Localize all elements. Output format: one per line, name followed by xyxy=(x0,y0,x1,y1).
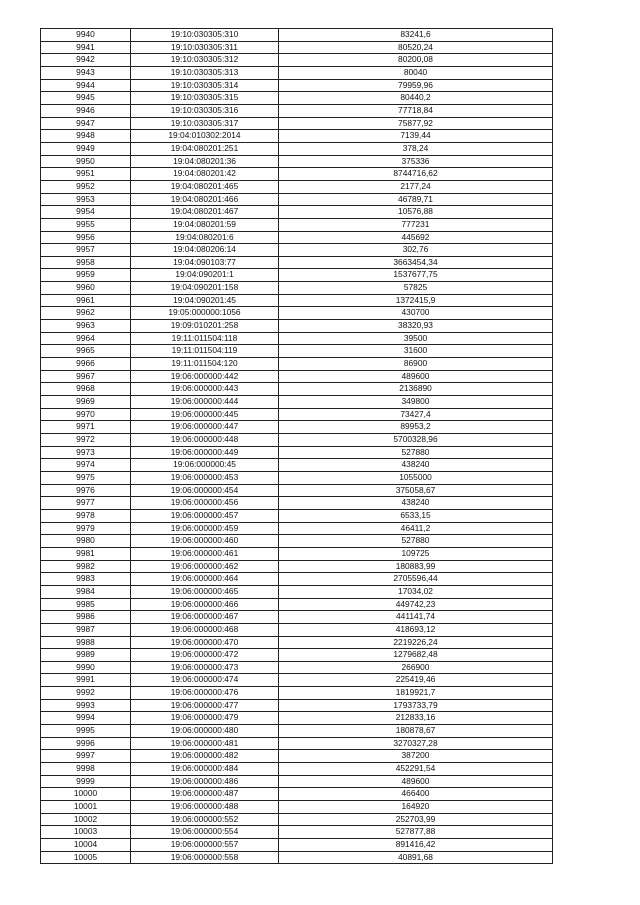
cadastral-number-cell: 19:06:000000:554 xyxy=(131,826,279,839)
value-cell: 73427,4 xyxy=(279,408,553,421)
table-row xyxy=(41,839,553,852)
cadastral-number-cell: 19:04:080201:465 xyxy=(131,180,279,193)
value-cell: 489600 xyxy=(279,775,553,788)
value-cell: 441141,74 xyxy=(279,611,553,624)
table-row xyxy=(41,256,553,269)
value-cell: 1537677,75 xyxy=(279,269,553,282)
row-number-cell: 9973 xyxy=(41,446,131,459)
table-row xyxy=(41,54,553,67)
table-row xyxy=(41,142,553,155)
value-cell: 2177,24 xyxy=(279,180,553,193)
cadastral-number-cell: 19:06:000000:462 xyxy=(131,560,279,573)
table-row xyxy=(41,345,553,358)
cadastral-number-cell: 19:04:080201:6 xyxy=(131,231,279,244)
row-number-cell: 9962 xyxy=(41,307,131,320)
table-row xyxy=(41,763,553,776)
table-row xyxy=(41,484,553,497)
value-cell: 164920 xyxy=(279,801,553,814)
cadastral-number-cell: 19:06:000000:552 xyxy=(131,813,279,826)
value-cell: 1279682,48 xyxy=(279,649,553,662)
value-cell: 46411,2 xyxy=(279,522,553,535)
row-number-cell: 9983 xyxy=(41,573,131,586)
row-number-cell: 9990 xyxy=(41,661,131,674)
row-number-cell: 9961 xyxy=(41,294,131,307)
value-cell: 2219226,24 xyxy=(279,636,553,649)
cadastral-number-cell: 19:06:000000:479 xyxy=(131,712,279,725)
table-row xyxy=(41,282,553,295)
cadastral-number-cell: 19:10:030305:312 xyxy=(131,54,279,67)
cadastral-number-cell: 19:11:011504:118 xyxy=(131,332,279,345)
row-number-cell: 9988 xyxy=(41,636,131,649)
table-row xyxy=(41,509,553,522)
value-cell: 1819921,7 xyxy=(279,687,553,700)
row-number-cell: 9981 xyxy=(41,547,131,560)
value-cell: 252703,99 xyxy=(279,813,553,826)
value-cell: 80520,24 xyxy=(279,41,553,54)
value-cell: 891416,42 xyxy=(279,839,553,852)
cadastral-number-cell: 19:10:030305:314 xyxy=(131,79,279,92)
table-row xyxy=(41,180,553,193)
cadastral-number-cell: 19:06:000000:456 xyxy=(131,497,279,510)
row-number-cell: 9949 xyxy=(41,142,131,155)
row-number-cell: 9998 xyxy=(41,763,131,776)
cadastral-number-cell: 19:06:000000:467 xyxy=(131,611,279,624)
value-cell: 10576,88 xyxy=(279,206,553,219)
row-number-cell: 10005 xyxy=(41,851,131,864)
value-cell: 8744716,62 xyxy=(279,168,553,181)
row-number-cell: 9957 xyxy=(41,244,131,257)
row-number-cell: 9956 xyxy=(41,231,131,244)
value-cell: 225419,46 xyxy=(279,674,553,687)
value-cell: 777231 xyxy=(279,218,553,231)
table-row xyxy=(41,649,553,662)
table-row xyxy=(41,611,553,624)
value-cell: 46789,71 xyxy=(279,193,553,206)
cadastral-number-cell: 19:06:000000:482 xyxy=(131,750,279,763)
value-cell: 387200 xyxy=(279,750,553,763)
cadastral-number-cell: 19:06:000000:474 xyxy=(131,674,279,687)
table-row xyxy=(41,775,553,788)
cadastral-number-cell: 19:06:000000:472 xyxy=(131,649,279,662)
value-cell: 2705596,44 xyxy=(279,573,553,586)
cadastral-number-cell: 19:06:000000:459 xyxy=(131,522,279,535)
table-row xyxy=(41,598,553,611)
row-number-cell: 9984 xyxy=(41,585,131,598)
table-row xyxy=(41,585,553,598)
cadastral-number-cell: 19:06:000000:477 xyxy=(131,699,279,712)
value-cell: 449742,23 xyxy=(279,598,553,611)
row-number-cell: 9994 xyxy=(41,712,131,725)
table-row xyxy=(41,801,553,814)
row-number-cell: 9989 xyxy=(41,649,131,662)
table-row xyxy=(41,155,553,168)
cadastral-number-cell: 19:04:080201:59 xyxy=(131,218,279,231)
table-row xyxy=(41,358,553,371)
row-number-cell: 9996 xyxy=(41,737,131,750)
cadastral-number-cell: 19:10:030305:311 xyxy=(131,41,279,54)
cadastral-number-cell: 19:04:080201:467 xyxy=(131,206,279,219)
value-cell: 6533,15 xyxy=(279,509,553,522)
value-cell: 266900 xyxy=(279,661,553,674)
table-row xyxy=(41,573,553,586)
value-cell: 180883,99 xyxy=(279,560,553,573)
value-cell: 3270327,28 xyxy=(279,737,553,750)
cadastral-number-cell: 19:06:000000:476 xyxy=(131,687,279,700)
table-row xyxy=(41,522,553,535)
table-row xyxy=(41,117,553,130)
value-cell: 17034,02 xyxy=(279,585,553,598)
row-number-cell: 10001 xyxy=(41,801,131,814)
table-row xyxy=(41,130,553,143)
row-number-cell: 9977 xyxy=(41,497,131,510)
row-number-cell: 9968 xyxy=(41,383,131,396)
table-row xyxy=(41,687,553,700)
table-row xyxy=(41,231,553,244)
table-row xyxy=(41,193,553,206)
row-number-cell: 9953 xyxy=(41,193,131,206)
value-cell: 77718,84 xyxy=(279,104,553,117)
row-number-cell: 9965 xyxy=(41,345,131,358)
row-number-cell: 9943 xyxy=(41,66,131,79)
table-row xyxy=(41,408,553,421)
value-cell: 57825 xyxy=(279,282,553,295)
table-row xyxy=(41,826,553,839)
row-number-cell: 9980 xyxy=(41,535,131,548)
value-cell: 2136890 xyxy=(279,383,553,396)
table-row xyxy=(41,813,553,826)
value-cell: 445692 xyxy=(279,231,553,244)
row-number-cell: 9986 xyxy=(41,611,131,624)
row-number-cell: 9992 xyxy=(41,687,131,700)
cadastral-number-cell: 19:06:000000:486 xyxy=(131,775,279,788)
row-number-cell: 9997 xyxy=(41,750,131,763)
table-row xyxy=(41,168,553,181)
cadastral-number-cell: 19:06:000000:558 xyxy=(131,851,279,864)
row-number-cell: 9967 xyxy=(41,370,131,383)
row-number-cell: 9945 xyxy=(41,92,131,105)
row-number-cell: 9941 xyxy=(41,41,131,54)
cadastral-number-cell: 19:06:000000:487 xyxy=(131,788,279,801)
table-row xyxy=(41,459,553,472)
cadastral-number-cell: 19:06:000000:481 xyxy=(131,737,279,750)
cadastral-number-cell: 19:04:090103:77 xyxy=(131,256,279,269)
value-cell: 86900 xyxy=(279,358,553,371)
value-cell: 430700 xyxy=(279,307,553,320)
cadastral-number-cell: 19:06:000000:461 xyxy=(131,547,279,560)
table-row xyxy=(41,421,553,434)
table-row xyxy=(41,332,553,345)
table-row xyxy=(41,737,553,750)
row-number-cell: 10002 xyxy=(41,813,131,826)
value-cell: 438240 xyxy=(279,459,553,472)
table-row xyxy=(41,497,553,510)
value-cell: 466400 xyxy=(279,788,553,801)
table-row xyxy=(41,244,553,257)
row-number-cell: 9954 xyxy=(41,206,131,219)
cadastral-number-cell: 19:04:010302:2014 xyxy=(131,130,279,143)
cadastral-number-cell: 19:04:080201:36 xyxy=(131,155,279,168)
row-number-cell: 9959 xyxy=(41,269,131,282)
table-row xyxy=(41,725,553,738)
table-row xyxy=(41,434,553,447)
cadastral-number-cell: 19:04:080201:251 xyxy=(131,142,279,155)
value-cell: 1793733,79 xyxy=(279,699,553,712)
row-number-cell: 9942 xyxy=(41,54,131,67)
row-number-cell: 9978 xyxy=(41,509,131,522)
cadastral-number-cell: 19:06:000000:443 xyxy=(131,383,279,396)
cadastral-number-cell: 19:06:000000:484 xyxy=(131,763,279,776)
row-number-cell: 9955 xyxy=(41,218,131,231)
value-cell: 80040 xyxy=(279,66,553,79)
cadastral-number-cell: 19:06:000000:488 xyxy=(131,801,279,814)
row-number-cell: 9974 xyxy=(41,459,131,472)
table-row xyxy=(41,79,553,92)
row-number-cell: 9946 xyxy=(41,104,131,117)
value-cell: 1372415,9 xyxy=(279,294,553,307)
cadastral-number-cell: 19:06:000000:473 xyxy=(131,661,279,674)
table-body xyxy=(41,29,553,864)
cadastral-number-cell: 19:10:030305:315 xyxy=(131,92,279,105)
value-cell: 1055000 xyxy=(279,471,553,484)
row-number-cell: 9964 xyxy=(41,332,131,345)
row-number-cell: 9952 xyxy=(41,180,131,193)
table-row xyxy=(41,446,553,459)
cadastral-number-cell: 19:04:090201:158 xyxy=(131,282,279,295)
cadastral-number-cell: 19:06:000000:460 xyxy=(131,535,279,548)
table-row xyxy=(41,269,553,282)
row-number-cell: 9979 xyxy=(41,522,131,535)
value-cell: 39500 xyxy=(279,332,553,345)
value-cell: 527877,88 xyxy=(279,826,553,839)
value-cell: 375336 xyxy=(279,155,553,168)
value-cell: 38320,93 xyxy=(279,320,553,333)
table-row xyxy=(41,661,553,674)
table-row xyxy=(41,623,553,636)
cadastral-number-cell: 19:06:000000:454 xyxy=(131,484,279,497)
table-row xyxy=(41,471,553,484)
cadastral-number-cell: 19:11:011504:119 xyxy=(131,345,279,358)
cadastral-number-cell: 19:06:000000:466 xyxy=(131,598,279,611)
table-row xyxy=(41,218,553,231)
row-number-cell: 9971 xyxy=(41,421,131,434)
cadastral-number-cell: 19:10:030305:313 xyxy=(131,66,279,79)
value-cell: 3663454,34 xyxy=(279,256,553,269)
table-row xyxy=(41,750,553,763)
value-cell: 375058,67 xyxy=(279,484,553,497)
cadastral-number-cell: 19:10:030305:310 xyxy=(131,29,279,42)
table-row xyxy=(41,206,553,219)
value-cell: 527880 xyxy=(279,446,553,459)
cadastral-number-cell: 19:06:000000:468 xyxy=(131,623,279,636)
table-row xyxy=(41,320,553,333)
value-cell: 212833,16 xyxy=(279,712,553,725)
cadastral-number-cell: 19:06:000000:557 xyxy=(131,839,279,852)
table-row xyxy=(41,712,553,725)
row-number-cell: 9995 xyxy=(41,725,131,738)
row-number-cell: 9999 xyxy=(41,775,131,788)
cadastral-number-cell: 19:06:000000:465 xyxy=(131,585,279,598)
row-number-cell: 9976 xyxy=(41,484,131,497)
table-row xyxy=(41,851,553,864)
row-number-cell: 9940 xyxy=(41,29,131,42)
row-number-cell: 9951 xyxy=(41,168,131,181)
row-number-cell: 9987 xyxy=(41,623,131,636)
cadastral-number-cell: 19:04:080201:42 xyxy=(131,168,279,181)
row-number-cell: 9948 xyxy=(41,130,131,143)
value-cell: 438240 xyxy=(279,497,553,510)
table-row xyxy=(41,29,553,42)
row-number-cell: 9970 xyxy=(41,408,131,421)
value-cell: 80440,2 xyxy=(279,92,553,105)
row-number-cell: 10003 xyxy=(41,826,131,839)
row-number-cell: 9975 xyxy=(41,471,131,484)
table-row xyxy=(41,699,553,712)
row-number-cell: 9944 xyxy=(41,79,131,92)
cadastral-number-cell: 19:06:000000:45 xyxy=(131,459,279,472)
value-cell: 489600 xyxy=(279,370,553,383)
cadastral-number-cell: 19:04:090201:1 xyxy=(131,269,279,282)
row-number-cell: 9993 xyxy=(41,699,131,712)
row-number-cell: 9991 xyxy=(41,674,131,687)
value-cell: 109725 xyxy=(279,547,553,560)
value-cell: 418693,12 xyxy=(279,623,553,636)
cadastral-number-cell: 19:06:000000:470 xyxy=(131,636,279,649)
value-cell: 31600 xyxy=(279,345,553,358)
table-row xyxy=(41,535,553,548)
table-row xyxy=(41,307,553,320)
value-cell: 452291,54 xyxy=(279,763,553,776)
row-number-cell: 9947 xyxy=(41,117,131,130)
row-number-cell: 9963 xyxy=(41,320,131,333)
cadastral-number-cell: 19:05:000000:1056 xyxy=(131,307,279,320)
value-cell: 40891,68 xyxy=(279,851,553,864)
cadastral-number-cell: 19:09:010201:258 xyxy=(131,320,279,333)
table-row xyxy=(41,370,553,383)
cadastral-number-cell: 19:06:000000:464 xyxy=(131,573,279,586)
value-cell: 302,76 xyxy=(279,244,553,257)
value-cell: 79959,96 xyxy=(279,79,553,92)
table-row xyxy=(41,788,553,801)
cadastral-number-cell: 19:04:090201:45 xyxy=(131,294,279,307)
cadastral-value-table xyxy=(40,28,553,864)
value-cell: 7139,44 xyxy=(279,130,553,143)
cadastral-number-cell: 19:06:000000:457 xyxy=(131,509,279,522)
row-number-cell: 9958 xyxy=(41,256,131,269)
row-number-cell: 9985 xyxy=(41,598,131,611)
cadastral-number-cell: 19:06:000000:442 xyxy=(131,370,279,383)
cadastral-number-cell: 19:04:080206:14 xyxy=(131,244,279,257)
cadastral-number-cell: 19:06:000000:447 xyxy=(131,421,279,434)
value-cell: 378,24 xyxy=(279,142,553,155)
cadastral-number-cell: 19:10:030305:316 xyxy=(131,104,279,117)
value-cell: 5700328,96 xyxy=(279,434,553,447)
cadastral-number-cell: 19:11:011504:120 xyxy=(131,358,279,371)
value-cell: 75877,92 xyxy=(279,117,553,130)
table-row xyxy=(41,66,553,79)
value-cell: 80200,08 xyxy=(279,54,553,67)
cadastral-number-cell: 19:06:000000:445 xyxy=(131,408,279,421)
row-number-cell: 9960 xyxy=(41,282,131,295)
table-row xyxy=(41,294,553,307)
row-number-cell: 10004 xyxy=(41,839,131,852)
row-number-cell: 10000 xyxy=(41,788,131,801)
table-row xyxy=(41,41,553,54)
table-row xyxy=(41,396,553,409)
table-row xyxy=(41,560,553,573)
row-number-cell: 9966 xyxy=(41,358,131,371)
table-row xyxy=(41,547,553,560)
row-number-cell: 9982 xyxy=(41,560,131,573)
value-cell: 89953,2 xyxy=(279,421,553,434)
table-row xyxy=(41,636,553,649)
cadastral-number-cell: 19:06:000000:453 xyxy=(131,471,279,484)
cadastral-number-cell: 19:06:000000:444 xyxy=(131,396,279,409)
row-number-cell: 9950 xyxy=(41,155,131,168)
table-row xyxy=(41,92,553,105)
table-row xyxy=(41,674,553,687)
cadastral-number-cell: 19:06:000000:448 xyxy=(131,434,279,447)
table-row xyxy=(41,383,553,396)
value-cell: 83241,6 xyxy=(279,29,553,42)
table-row xyxy=(41,104,553,117)
value-cell: 527880 xyxy=(279,535,553,548)
value-cell: 180878,67 xyxy=(279,725,553,738)
cadastral-number-cell: 19:10:030305:317 xyxy=(131,117,279,130)
cadastral-number-cell: 19:04:080201:466 xyxy=(131,193,279,206)
cadastral-number-cell: 19:06:000000:449 xyxy=(131,446,279,459)
row-number-cell: 9969 xyxy=(41,396,131,409)
row-number-cell: 9972 xyxy=(41,434,131,447)
value-cell: 349800 xyxy=(279,396,553,409)
cadastral-number-cell: 19:06:000000:480 xyxy=(131,725,279,738)
